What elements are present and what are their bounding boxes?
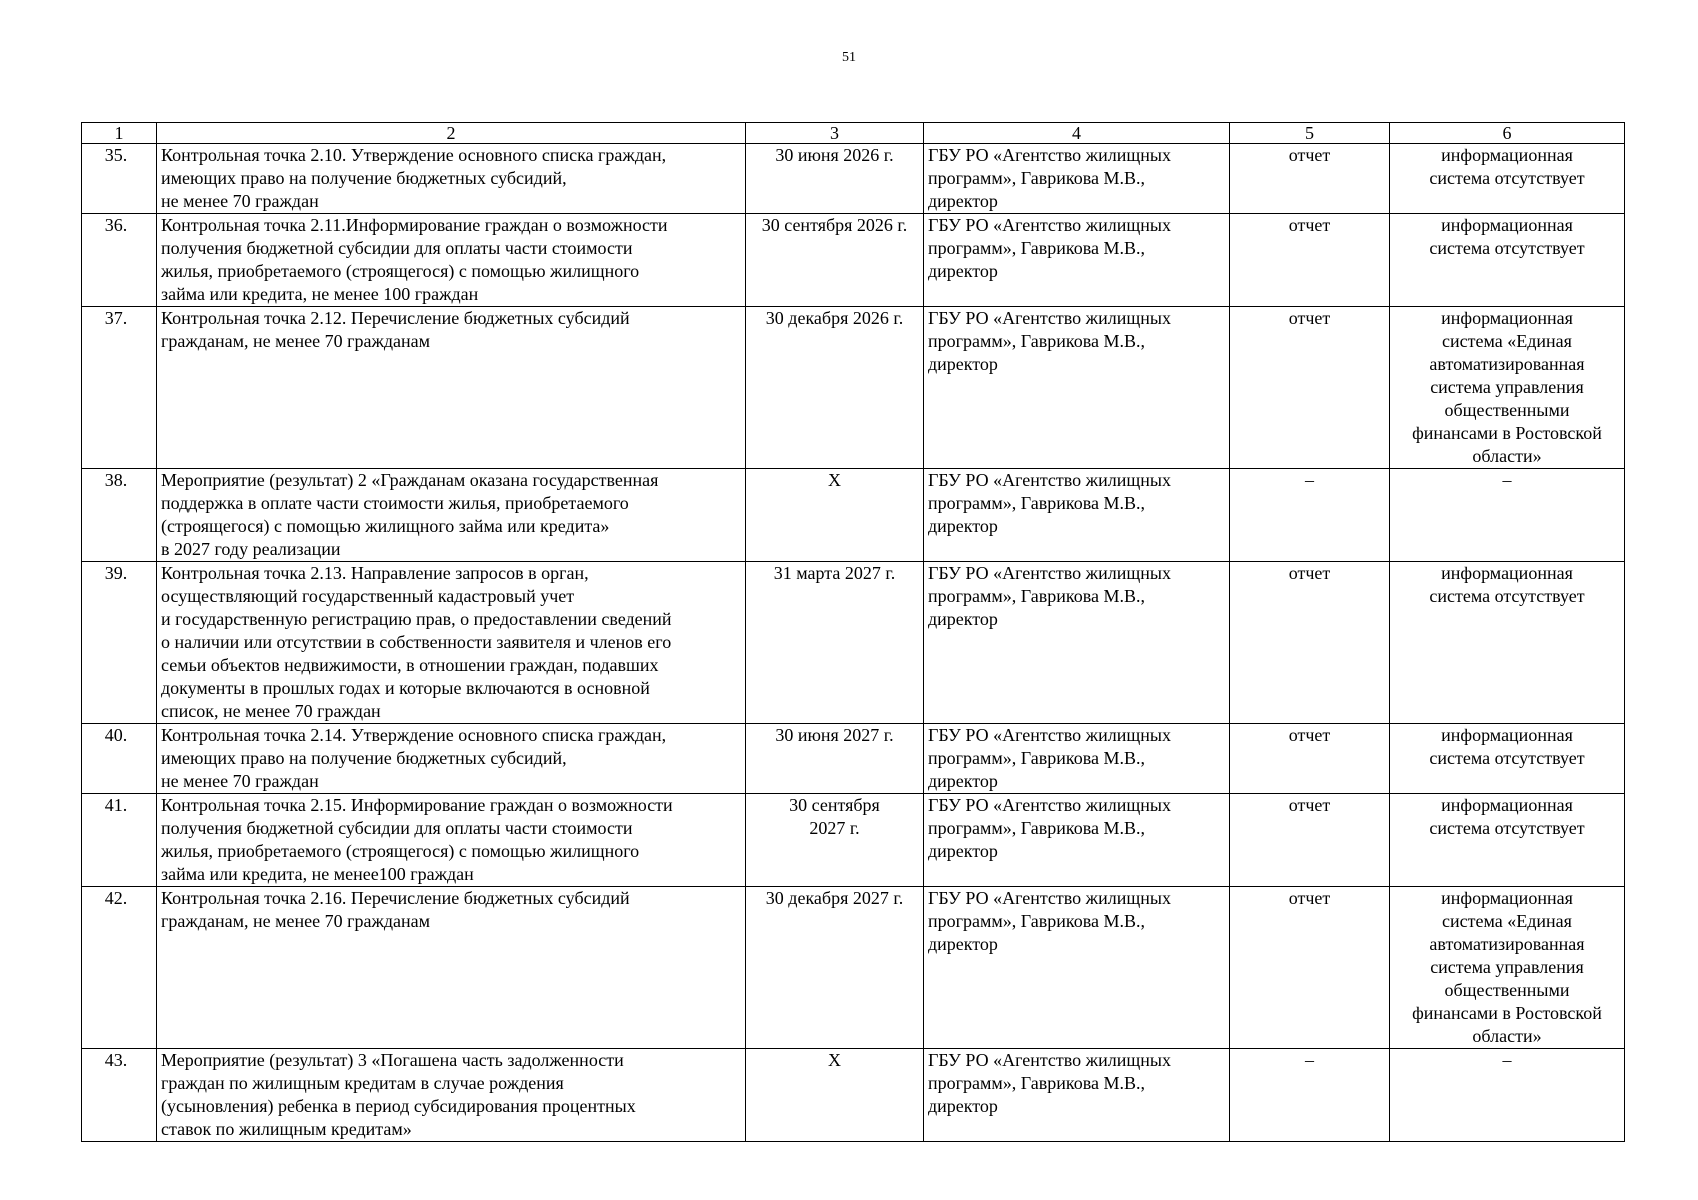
column-header: 1 <box>82 123 157 144</box>
column-header: 4 <box>924 123 1230 144</box>
event-name: Контрольная точка 2.13. Направление запросов в орган, осуществляющий государственный кадастровый учет и государственную регистрацию прав, о предоставлении сведений о наличии или отсутствии в собственности заявителя и членов его семьи объектов недвижимости, в отношении граждан, подавших документы в прошлых годах и которые включаются в основной список, не менее 70 граждан <box>157 562 746 724</box>
table-row <box>82 1049 1625 1142</box>
responsible: ГБУ РО «Агентство жилищных программ», Гаврикова М.В., директор <box>924 1049 1230 1142</box>
row-number: 43. <box>82 1049 157 1142</box>
information-system: информационная система отсутствует <box>1390 794 1625 887</box>
table-row <box>82 724 1625 794</box>
table-row <box>82 562 1625 724</box>
information-system: информационная система отсутствует <box>1390 724 1625 794</box>
event-name: Мероприятие (результат) 2 «Гражданам оказана государственная поддержка в оплате части стоимости жилья, приобретаемого (строящегося) с помощью жилищного займа или кредита» в 2027 году реализации <box>157 469 746 562</box>
event-name: Контрольная точка 2.15. Информирование граждан о возможности получения бюджетной субсидии для оплаты части стоимости жилья, приобретаемого (строящегося) с помощью жилищного займа или кредита, не менее100 граждан <box>157 794 746 887</box>
event-name: Контрольная точка 2.14. Утверждение основного списка граждан, имеющих право на получение бюджетных субсидий, не менее 70 граждан <box>157 724 746 794</box>
due-date: 30 июня 2027 г. <box>746 724 924 794</box>
information-system: информационная система отсутствует <box>1390 144 1625 214</box>
document-type: отчет <box>1230 307 1390 469</box>
event-name: Контрольная точка 2.16. Перечисление бюджетных субсидий гражданам, не менее 70 гражданам <box>157 887 746 1049</box>
due-date: 30 декабря 2026 г. <box>746 307 924 469</box>
document-type: отчет <box>1230 562 1390 724</box>
table-row <box>82 144 1625 214</box>
column-header: 6 <box>1390 123 1625 144</box>
page-number: 51 <box>842 50 856 65</box>
table-row <box>82 469 1625 562</box>
column-header: 5 <box>1230 123 1390 144</box>
information-system: информационная система отсутствует <box>1390 562 1625 724</box>
table-row <box>82 887 1625 1049</box>
document-type: отчет <box>1230 794 1390 887</box>
due-date: Х <box>746 469 924 562</box>
responsible: ГБУ РО «Агентство жилищных программ», Гаврикова М.В., директор <box>924 724 1230 794</box>
document-type: – <box>1230 469 1390 562</box>
table-row <box>82 307 1625 469</box>
table-row <box>82 794 1625 887</box>
event-name: Контрольная точка 2.11.Информирование граждан о возможности получения бюджетной субсидии для оплаты части стоимости жилья, приобретаемого (строящегося) с помощью жилищного займа или кредита, не менее 100 граждан <box>157 214 746 307</box>
document-type: отчет <box>1230 724 1390 794</box>
event-name: Контрольная точка 2.10. Утверждение основного списка граждан, имеющих право на получение бюджетных субсидий, не менее 70 граждан <box>157 144 746 214</box>
row-number: 35. <box>82 144 157 214</box>
responsible: ГБУ РО «Агентство жилищных программ», Гаврикова М.В., директор <box>924 562 1230 724</box>
due-date: 30 июня 2026 г. <box>746 144 924 214</box>
due-date: 30 сентября 2026 г. <box>746 214 924 307</box>
document-type: – <box>1230 1049 1390 1142</box>
responsible: ГБУ РО «Агентство жилищных программ», Гаврикова М.В., директор <box>924 469 1230 562</box>
due-date: 30 декабря 2027 г. <box>746 887 924 1049</box>
responsible: ГБУ РО «Агентство жилищных программ», Гаврикова М.В., директор <box>924 144 1230 214</box>
event-name: Мероприятие (результат) 3 «Погашена часть задолженности граждан по жилищным кредитам в случае рождения (усыновления) ребенка в период субсидирования процентных ставок по жилищным кредитам» <box>157 1049 746 1142</box>
due-date: 30 сентября 2027 г. <box>746 794 924 887</box>
table-header-row <box>82 123 1625 144</box>
information-system: информационная система «Единая автоматизированная система управления общественными финансами в Ростовской области» <box>1390 307 1625 469</box>
row-number: 37. <box>82 307 157 469</box>
due-date: Х <box>746 1049 924 1142</box>
column-header: 3 <box>746 123 924 144</box>
document-type: отчет <box>1230 214 1390 307</box>
responsible: ГБУ РО «Агентство жилищных программ», Гаврикова М.В., директор <box>924 794 1230 887</box>
information-system: информационная система отсутствует <box>1390 214 1625 307</box>
information-system: информационная система «Единая автоматизированная система управления общественными финансами в Ростовской области» <box>1390 887 1625 1049</box>
event-name: Контрольная точка 2.12. Перечисление бюджетных субсидий гражданам, не менее 70 гражданам <box>157 307 746 469</box>
row-number: 38. <box>82 469 157 562</box>
responsible: ГБУ РО «Агентство жилищных программ», Гаврикова М.В., директор <box>924 214 1230 307</box>
information-system: – <box>1390 469 1625 562</box>
due-date: 31 марта 2027 г. <box>746 562 924 724</box>
responsible: ГБУ РО «Агентство жилищных программ», Гаврикова М.В., директор <box>924 307 1230 469</box>
responsible: ГБУ РО «Агентство жилищных программ», Гаврикова М.В., директор <box>924 887 1230 1049</box>
row-number: 41. <box>82 794 157 887</box>
document-type: отчет <box>1230 887 1390 1049</box>
information-system: – <box>1390 1049 1625 1142</box>
plan-table <box>81 122 1625 1142</box>
row-number: 42. <box>82 887 157 1049</box>
row-number: 39. <box>82 562 157 724</box>
document-type: отчет <box>1230 144 1390 214</box>
row-number: 40. <box>82 724 157 794</box>
column-header: 2 <box>157 123 746 144</box>
row-number: 36. <box>82 214 157 307</box>
table-row <box>82 214 1625 307</box>
